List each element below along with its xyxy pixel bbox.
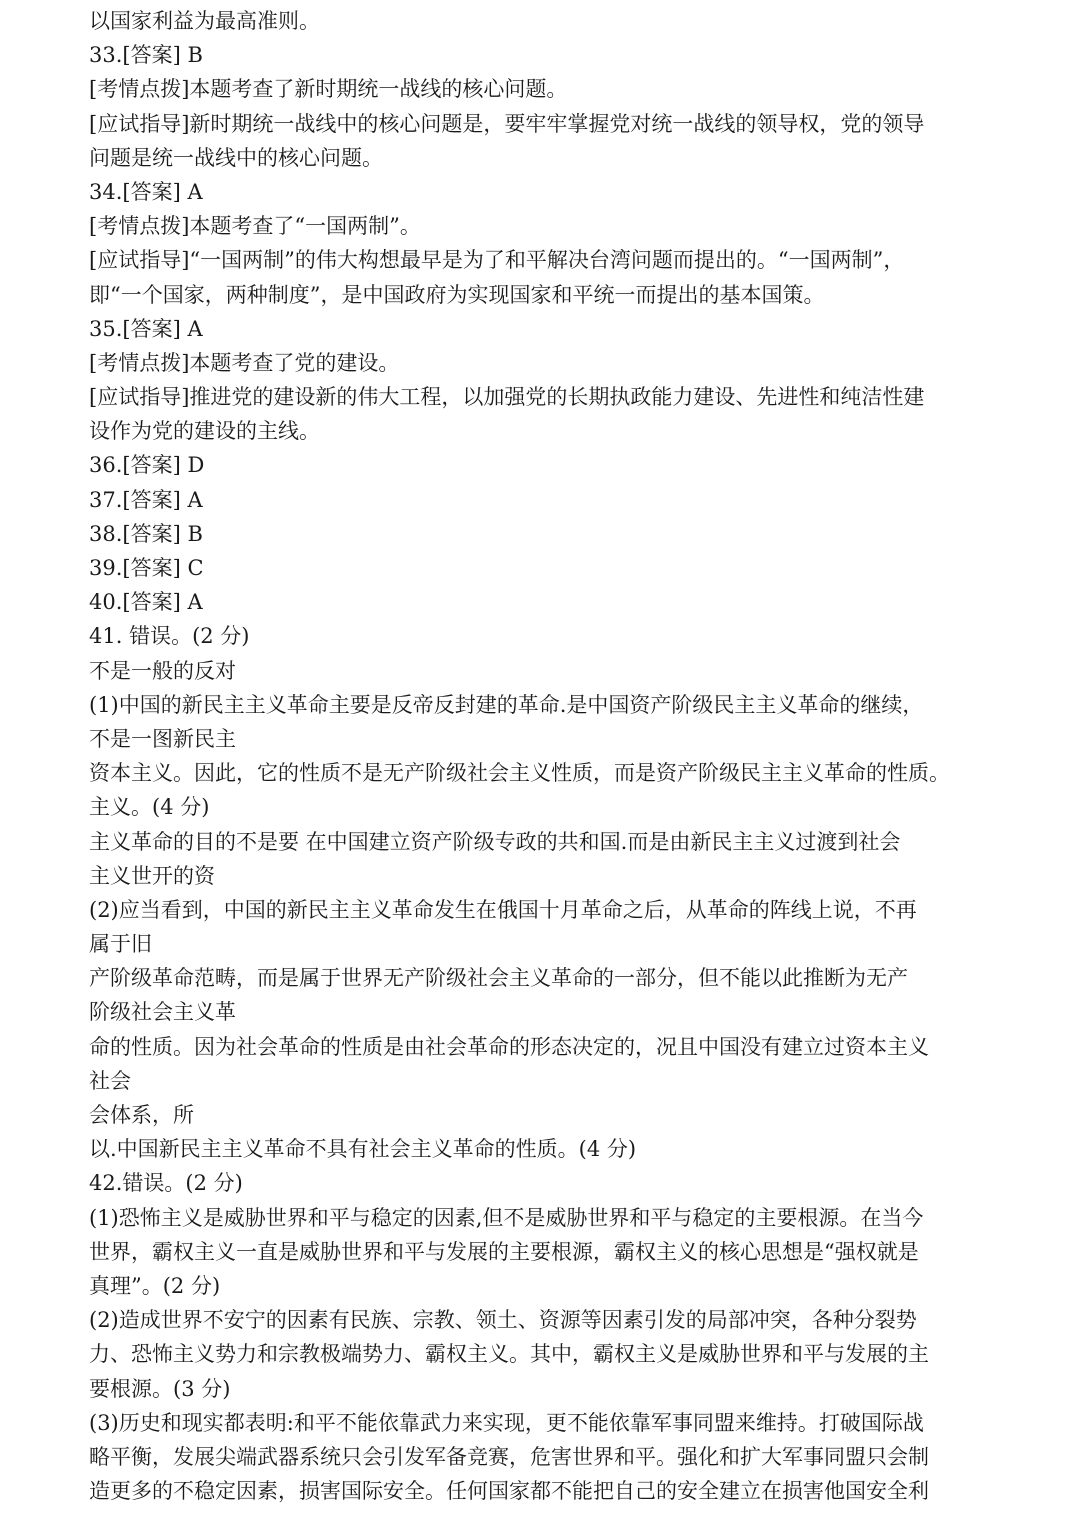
- answer-line-39: 39.[答案] C: [89, 556, 204, 580]
- text-line: 不是一图新民主: [89, 726, 236, 751]
- text-line: [应试指导]“一国两制”的伟大构想最早是为了和平解决台湾问题而提出的。“一国两制”，: [89, 248, 905, 273]
- text-line: 略平衡，发展尖端武器系统只会引发军备竞赛，危害世界和平。强化和扩大军事同盟只会制: [89, 1444, 929, 1469]
- answer-line-36: 36.[答案] D: [89, 453, 205, 478]
- question-42-heading: 42.错误。(2 分): [89, 1171, 243, 1196]
- text-line: (1)恐怖主义是威胁世界和平与稳定的因素,但不是威胁世界和平与稳定的主要根源。在当今: [89, 1205, 924, 1230]
- text-line: 会体系，所: [89, 1103, 194, 1127]
- text-line: 问题是统一战线中的核心问题。: [89, 145, 383, 170]
- text-line: 不是一般的反对: [89, 658, 236, 683]
- text-line: [考情点拨]本题考查了新时期统一战线的核心问题。: [89, 77, 568, 102]
- answer-line-40: 40.[答案] A: [89, 590, 203, 615]
- answer-line-38: 38.[答案] B: [89, 521, 203, 546]
- text-line: 主义世开的资: [89, 863, 215, 888]
- text-line: (2)应当看到，中国的新民主主义革命发生在俄国十月革命之后，从革命的阵线上说，不再: [89, 897, 917, 922]
- text-line: 社会: [89, 1068, 131, 1093]
- text-line: 以国家利益为最高准则。: [89, 9, 320, 33]
- answer-line-34: 34.[答案] A: [89, 179, 203, 204]
- text-line: 属于旧: [89, 932, 152, 957]
- text-line: [考情点拨]本题考查了“一国两制”。: [89, 214, 421, 239]
- text-line: 主义革命的目的不是要 在中国建立资产阶级专政的共和国.而是由新民主主义过渡到社会: [89, 829, 901, 854]
- answer-line-33: 33.[答案] B: [89, 43, 203, 68]
- text-line: 要根源。(3 分): [89, 1376, 231, 1401]
- text-line: 阶级社会主义革: [89, 1000, 236, 1025]
- text-line: 造更多的不稳定因素，损害国际安全。任何国家都不能把自己的安全建立在损害他国安全利: [89, 1479, 929, 1504]
- text-line: 世界，霸权主义一直是威胁世界和平与发展的主要根源，霸权主义的核心思想是“强权就是: [89, 1239, 919, 1264]
- text-line: 资本主义。因此，它的性质不是无产阶级社会主义性质，而是资产阶级民主主义革命的性质。: [89, 761, 950, 786]
- text-line: 真理”。(2 分): [89, 1273, 221, 1298]
- text-line: (2)造成世界不安宁的因素有民族、宗教、领土、资源等因素引发的局部冲突，各种分裂势: [89, 1308, 917, 1333]
- text-line: [应试指导]新时期统一战线中的核心问题是，要牢牢掌握党对统一战线的领导权，党的领导: [89, 111, 925, 136]
- answer-line-37: 37.[答案] A: [89, 487, 203, 512]
- text-line: (1)中国的新民主主义革命主要是反帝反封建的革命.是中国资产阶级民主主义革命的继续，: [89, 692, 924, 717]
- document-page: [89, 4, 1009, 1508]
- text-line: [考情点拨]本题考查了党的建设。: [89, 350, 400, 375]
- text-line: (3)历史和现实都表明:和平不能依靠武力来实现，更不能依靠军事同盟来维持。打破国际战: [89, 1410, 924, 1435]
- text-line: 命的性质。因为社会革命的性质是由社会革命的形态决定的，况且中国没有建立过资本主义: [89, 1034, 929, 1059]
- text-line: 产阶级革命范畴，而是属于世界无产阶级社会主义革命的一部分，但不能以此推断为无产: [89, 966, 908, 991]
- text-line: 即“一个国家，两种制度”，是中国政府为实现国家和平统一而提出的基本国策。: [89, 282, 825, 307]
- question-41-heading: 41. 错误。(2 分): [89, 624, 250, 649]
- answer-line-35: 35.[答案] A: [89, 316, 203, 341]
- text-line: 主义。(4 分): [89, 795, 210, 820]
- text-line: 力、恐怖主义势力和宗教极端势力、霸权主义。其中，霸权主义是威胁世界和平与发展的主: [89, 1342, 929, 1367]
- text-line: 以.中国新民主主义革命不具有社会主义革命的性质。(4 分): [89, 1137, 637, 1162]
- text-line: 设作为党的建设的主线。: [89, 419, 320, 444]
- text-line: [应试指导]推进党的建设新的伟大工程，以加强党的长期执政能力建设、先进性和纯洁性建: [89, 385, 925, 410]
